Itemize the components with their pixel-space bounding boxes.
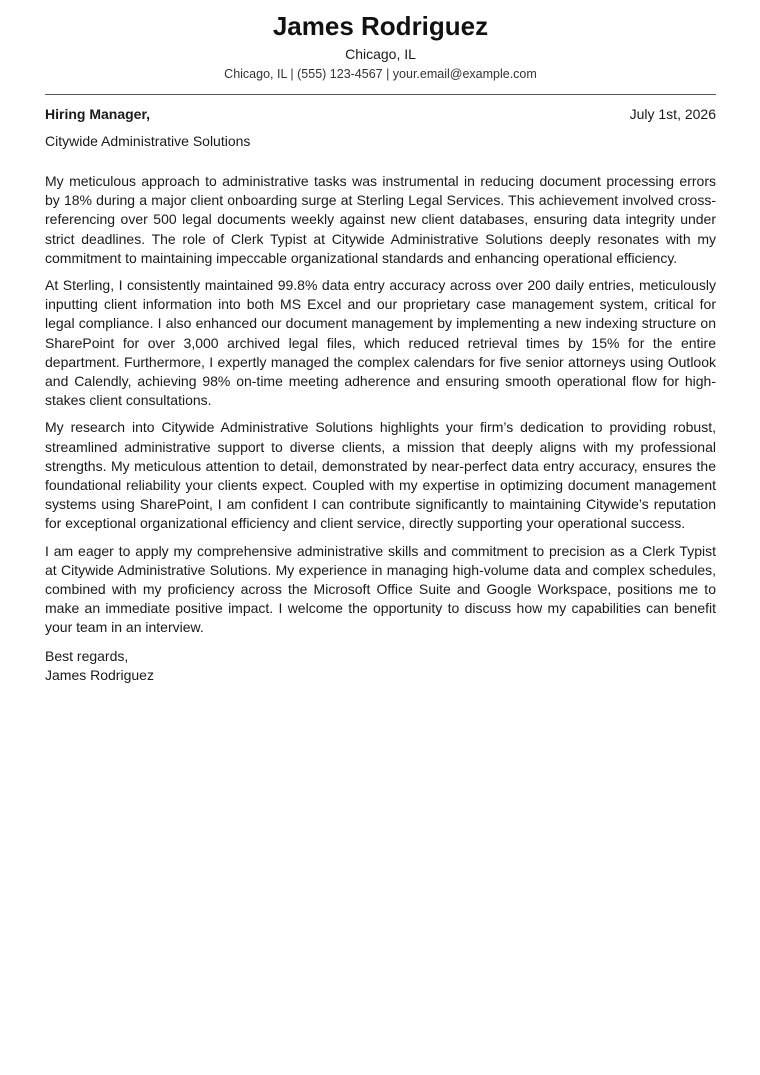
signature-name: James Rodriguez (45, 666, 154, 683)
cover-letter-page (45, 0, 716, 685)
closing-block (45, 647, 716, 685)
body-paragraph: I am eager to apply my comprehensive administrative skills and commitment to precision as a Clerk Typist at Citywide Administrative Solutions. My experience in managing high-volume data and complex schedules, combined with my proficiency across the Microsoft Office Suite and Google Workspace, positions me to make an immediate positive impact. I welcome the opportunity to discuss how my capabilities can benefit your team in an interview. (45, 542, 716, 636)
letter-date: July 1st, 2026 (629, 106, 716, 122)
salutation-date-row (45, 105, 716, 124)
body-paragraph: At Sterling, I consistently maintained 99.8% data entry accuracy across over 200 daily entries, meticulously inputting client information into both MS Excel and our proprietary case management system, critical for legal compliance. I also enhanced our document management by implementing a new indexing structure on SharePoint for over 3,000 archived legal files, which reduced retrieval times by 15% for the entire department. Furthermore, I expertly managed the complex calendars for five senior attorneys using Outlook and Calendly, achieving 98% on-time meeting adherence and ensuring smooth operational flow for high-stakes client consultations. (45, 277, 716, 409)
applicant-location: Chicago, IL (345, 46, 416, 62)
body-paragraph: My research into Citywide Administrative Solutions highlights your firm’s dedication to providing robust, streamlined administrative support to diverse clients, a mission that deeply aligns with my professional strengths. My meticulous attention to detail, demonstrated by near-perfect data entry accuracy, ensures the foundational reliability your clients expect. Coupled with my expertise in optimizing document management systems using SharePoint, I am confident I can contribute significantly to maintaining Citywide’s reputation for exceptional organizational efficiency and client service, directly supporting your operational success. (45, 419, 716, 532)
body-paragraph: My meticulous approach to administrative tasks was instrumental in reducing document processing errors by 18% during a major client onboarding surge at Sterling Legal Services. This achievement involved cross-referencing over 500 legal documents weekly against new client databases, ensuring data integrity under strict deadlines. The role of Clerk Typist at Citywide Administrative Solutions deeply resonates with my commitment to maintaining impeccable organizational standards and enhancing operational efficiency. (45, 173, 716, 266)
applicant-name: James Rodriguez (272, 11, 489, 41)
header-divider (45, 94, 716, 95)
salutation: Hiring Manager, (45, 106, 151, 122)
contact-line: Chicago, IL | (555) 123-4567 | your.email@example.com (224, 67, 537, 81)
closing-phrase: Best regards, (45, 647, 129, 664)
letter-body (45, 172, 716, 638)
company-name: Citywide Administrative Solutions (45, 133, 251, 149)
